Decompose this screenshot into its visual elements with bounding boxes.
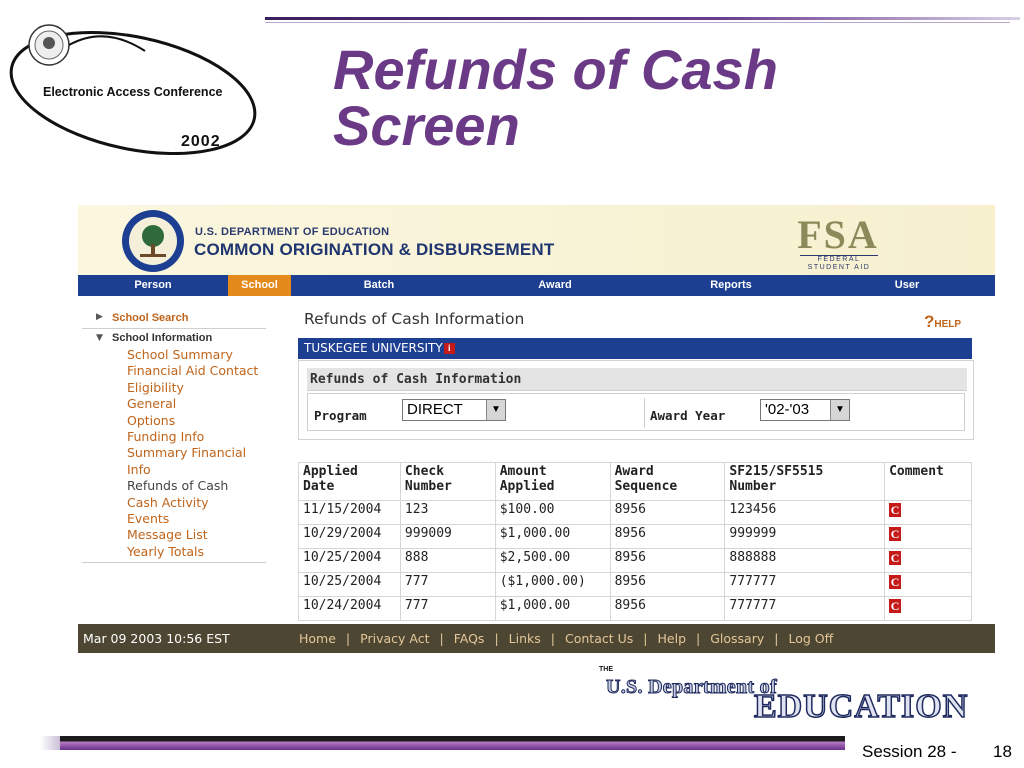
footer-separator: | <box>345 631 351 646</box>
fsa-letters: FSA <box>797 212 879 257</box>
award-year-select-value: '02-'03 <box>765 401 810 418</box>
conference-name: Electronic Access Conference <box>43 85 223 99</box>
cell-amount: $2,500.00 <box>495 549 610 573</box>
program-select-value: DIRECT <box>407 401 463 418</box>
footer-separator: | <box>494 631 499 646</box>
conference-year: 2002 <box>181 133 221 150</box>
cell-sf-number: 888888 <box>725 549 885 573</box>
info-icon[interactable]: i <box>444 343 455 354</box>
filter-header <box>307 368 967 391</box>
help-icon: ? <box>924 312 935 331</box>
footer-separator: | <box>696 631 701 646</box>
cod-screenshot <box>78 205 995 653</box>
table-row <box>299 597 972 621</box>
cell-applied-date: 10/25/2004 <box>299 549 401 573</box>
sidebar-item-general[interactable]: General <box>127 396 177 412</box>
award-year-select[interactable] <box>760 399 850 421</box>
cell-check-number: 123 <box>400 501 495 525</box>
top-rule-thin <box>265 22 1010 23</box>
slide-title <box>333 38 933 157</box>
footer-separator: | <box>550 631 555 646</box>
page-number: 18 <box>993 742 1012 761</box>
chevron-down-icon[interactable]: ▼ <box>830 400 849 420</box>
cell-award-sequence: 8956 <box>610 525 725 549</box>
sidebar-item-message-list[interactable]: Message List <box>127 527 208 543</box>
refunds-table <box>298 462 972 621</box>
col-sf215-number: SF215/SF5515 Number <box>725 463 885 501</box>
cell-applied-date: 10/24/2004 <box>299 597 401 621</box>
fsa-subtitle: FEDERAL STUDENT AID <box>800 255 878 272</box>
chevron-down-icon[interactable]: ▼ <box>486 400 505 420</box>
brand-us-department: U.S. Department of <box>606 676 777 698</box>
expanded-arrow-icon: ▼ <box>96 333 103 343</box>
footer-link-home[interactable]: Home <box>299 631 336 646</box>
comment-icon[interactable]: C <box>890 574 900 589</box>
cell-comment <box>885 501 972 525</box>
award-year-label: Award Year <box>650 408 726 423</box>
nav-reports[interactable]: Reports <box>710 279 752 291</box>
sidebar-item-school-summary[interactable]: School Summary <box>127 347 233 362</box>
nav-award[interactable]: Award <box>538 279 572 291</box>
nav-user[interactable]: User <box>894 279 920 291</box>
nav-batch[interactable]: Batch <box>363 279 395 291</box>
school-search-link[interactable]: School Search <box>112 312 189 324</box>
cell-amount: $1,000.00 <box>495 597 610 621</box>
fsa-logo <box>796 207 886 271</box>
footer-link-contact-us[interactable]: Contact Us <box>565 631 634 646</box>
cell-award-sequence: 8956 <box>610 573 725 597</box>
comment-icon[interactable]: C <box>890 502 900 517</box>
sidebar-item-events[interactable]: Events <box>127 511 170 527</box>
brand-education: EDUCATION <box>754 688 969 725</box>
help-label: HELP <box>934 319 962 330</box>
top-rule <box>265 17 1020 20</box>
nav-person[interactable]: Person <box>134 279 172 291</box>
col-check-number: Check Number <box>400 463 495 501</box>
comment-icon[interactable]: C <box>890 550 900 565</box>
school-name <box>304 341 455 355</box>
program-label: Program <box>314 408 367 423</box>
sidebar-item-yearly-totals[interactable]: Yearly Totals <box>127 543 205 559</box>
cell-comment <box>885 525 972 549</box>
filter-divider <box>644 398 645 428</box>
footer-datetime: Mar 09 2003 10:56 EST <box>83 631 230 646</box>
conference-logo <box>5 15 265 155</box>
cell-comment <box>885 549 972 573</box>
app-header <box>78 205 995 275</box>
school-name-text: TUSKEGEE UNIVERSITY <box>304 341 443 355</box>
school-bar <box>298 338 972 359</box>
sidebar-school-search[interactable] <box>82 308 266 329</box>
sidebar-divider <box>82 562 266 563</box>
comment-icon[interactable]: C <box>890 526 900 541</box>
footer-link-log-off[interactable]: Log Off <box>788 631 834 646</box>
table-row <box>299 501 972 525</box>
sidebar-item-refunds-of-cash[interactable]: Refunds of Cash <box>127 478 229 494</box>
filter-panel <box>298 360 974 440</box>
footer-separator: | <box>643 631 648 646</box>
department-name: U.S. DEPARTMENT OF EDUCATION <box>195 226 390 238</box>
cell-amount: $100.00 <box>495 501 610 525</box>
cell-amount: $1,000.00 <box>495 525 610 549</box>
cell-check-number: 777 <box>400 573 495 597</box>
page-title: Refunds of Cash Information <box>304 310 525 328</box>
slide-title-line1: Refunds of Cash <box>333 38 778 101</box>
footer-link-privacy-act[interactable]: Privacy Act <box>360 631 430 646</box>
footer-link-help[interactable]: Help <box>657 631 686 646</box>
cell-sf-number: 999999 <box>725 525 885 549</box>
table-row <box>299 549 972 573</box>
session-label: Session 28 - <box>862 742 957 761</box>
cell-sf-number: 123456 <box>725 501 885 525</box>
cell-applied-date: 10/29/2004 <box>299 525 401 549</box>
cell-check-number: 999009 <box>400 525 495 549</box>
footer-separator: | <box>439 631 444 646</box>
sidebar-item-funding-info[interactable]: Funding Info <box>127 429 205 445</box>
cell-award-sequence: 8956 <box>610 597 725 621</box>
filter-row <box>307 393 965 431</box>
cell-award-sequence: 8956 <box>610 549 725 573</box>
cell-sf-number: 777777 <box>725 573 885 597</box>
col-applied-date: Applied Date <box>299 463 401 501</box>
comment-icon[interactable]: C <box>890 598 900 613</box>
cell-check-number: 777 <box>400 597 495 621</box>
filter-header-title: Refunds of Cash Information <box>310 372 522 387</box>
help-link[interactable] <box>924 312 961 332</box>
main-nav <box>78 275 995 296</box>
table-row <box>299 525 972 549</box>
department-seal-icon <box>120 208 186 274</box>
cell-comment <box>885 573 972 597</box>
sidebar-item-cash-activity[interactable]: Cash Activity <box>127 494 209 510</box>
table-row <box>299 573 972 597</box>
brand-the: THE <box>599 666 613 673</box>
footer-link-faqs[interactable]: FAQs <box>453 631 485 646</box>
sidebar-item-financial-aid-contact[interactable]: Financial Aid Contact <box>127 363 259 379</box>
bottom-rule-fade <box>40 736 62 750</box>
sidebar-item-eligibility[interactable]: Eligibility <box>127 379 184 395</box>
table-header-row <box>299 463 972 501</box>
cell-comment <box>885 597 972 621</box>
col-amount-applied: Amount Applied <box>495 463 610 501</box>
cell-applied-date: 10/25/2004 <box>299 573 401 597</box>
program-select[interactable] <box>402 399 506 421</box>
nav-school[interactable]: School <box>228 275 291 296</box>
cell-check-number: 888 <box>400 549 495 573</box>
sidebar-item-summary-financial-info[interactable]: Info <box>127 461 151 477</box>
system-name: COMMON ORIGINATION & DISBURSEMENT <box>194 240 555 259</box>
sidebar-item-summary-financial[interactable]: Summary Financial <box>127 445 247 461</box>
col-award-sequence: Award Sequence <box>610 463 725 501</box>
sidebar-item-options[interactable]: Options <box>127 412 176 428</box>
cell-applied-date: 11/15/2004 <box>299 501 401 525</box>
footer-links <box>299 631 833 646</box>
footer-separator: | <box>774 631 779 646</box>
footer-link-glossary[interactable]: Glossary <box>710 631 765 646</box>
app-footer <box>78 624 995 653</box>
cell-sf-number: 777777 <box>725 597 885 621</box>
cell-amount: ($1,000.00) <box>495 573 610 597</box>
slide-title-line2: Screen <box>333 94 520 157</box>
school-information-label[interactable]: School Information <box>112 332 213 344</box>
col-comment: Comment <box>885 463 972 501</box>
sidebar-links <box>127 347 287 560</box>
footer-link-links[interactable]: Links <box>508 631 541 646</box>
bottom-rule <box>60 736 845 750</box>
collapsed-arrow-icon: ▶ <box>96 312 103 322</box>
cell-award-sequence: 8956 <box>610 501 725 525</box>
